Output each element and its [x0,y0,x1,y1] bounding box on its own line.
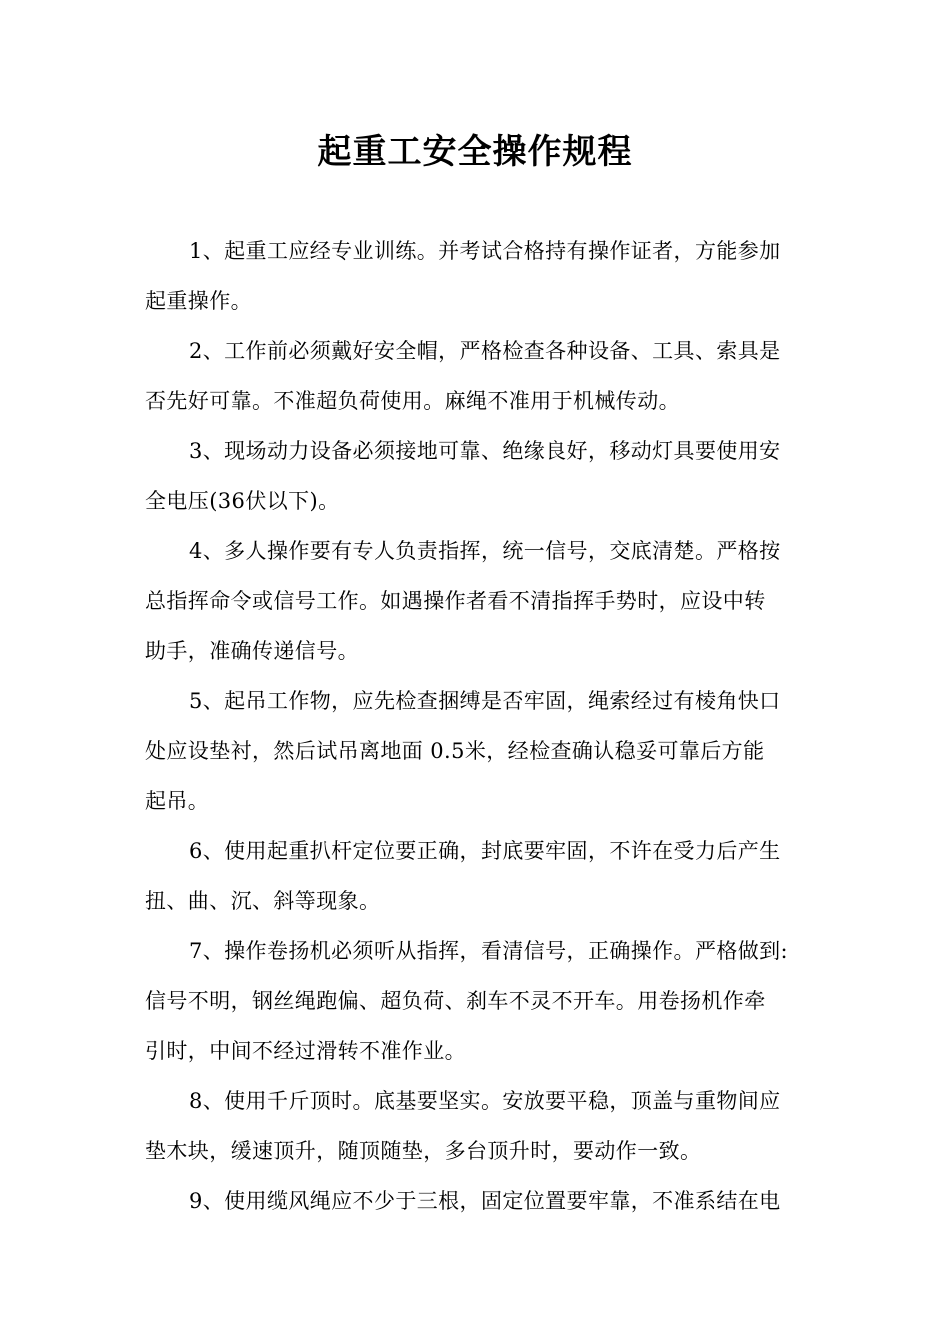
paragraph-first-line: 9、使用缆风绳应不少于三根，固定位置要牢靠，不准系结在电 [189,1189,781,1213]
paragraph-first-line: 7、操作卷扬机必须听从指挥，看清信号，正确操作。严格做到: [189,939,789,963]
paragraph-continuation-line: 总指挥命令或信号工作。如遇操作者看不清指挥手势时，应设中转 [145,589,766,613]
paragraph-continuation-line: 起吊。 [145,789,210,813]
document-title: 起重工安全操作规程 [317,132,633,172]
document-body [145,226,810,1226]
paragraph-continuation-line: 全电压(36伏以下)。 [145,489,340,513]
paragraph-first-line: 6、使用起重扒杆定位要正确，封底要牢固，不许在受力后产生 [189,839,781,863]
paragraph-continuation-line: 助手，准确传递信号。 [145,639,359,663]
paragraph-continuation-line: 信号不明，钢丝绳跑偏、超负荷、刹车不灵不开车。用卷扬机作牵 [145,989,766,1013]
paragraph-first-line: 2、工作前必须戴好安全帽，严格检查各种设备、工具、索具是 [189,339,781,363]
paragraph-first-line: 8、使用千斤顶时。底基要坚实。安放要平稳，顶盖与重物间应 [189,1089,781,1113]
paragraph-first-line: 5、起吊工作物，应先检查捆缚是否牢固，绳索经过有棱角快口 [189,689,781,713]
paragraph-continuation-line: 引时，中间不经过滑转不准作业。 [145,1039,466,1063]
paragraph-first-line: 4、多人操作要有专人负责指挥，统一信号，交底清楚。严格按 [189,539,781,563]
paragraph-continuation-line: 处应设垫衬，然后试吊离地面 0.5米，经检查确认稳妥可靠后方能 [145,739,765,763]
paragraph-first-line: 1、起重工应经专业训练。并考试合格持有操作证者，方能参加 [189,239,781,263]
paragraph-continuation-line: 扭、曲、沉、斜等现象。 [145,889,381,913]
paragraph-continuation-line: 垫木块，缓速顶升，随顶随垫，多台顶升时，要动作一致。 [145,1139,702,1163]
paragraph-first-line: 3、现场动力设备必须接地可靠、绝缘良好，移动灯具要使用安 [189,439,781,463]
paragraph-continuation-line: 起重操作。 [145,289,252,313]
paragraph-continuation-line: 否先好可靠。不准超负荷使用。麻绳不准用于机械传动。 [145,389,680,413]
